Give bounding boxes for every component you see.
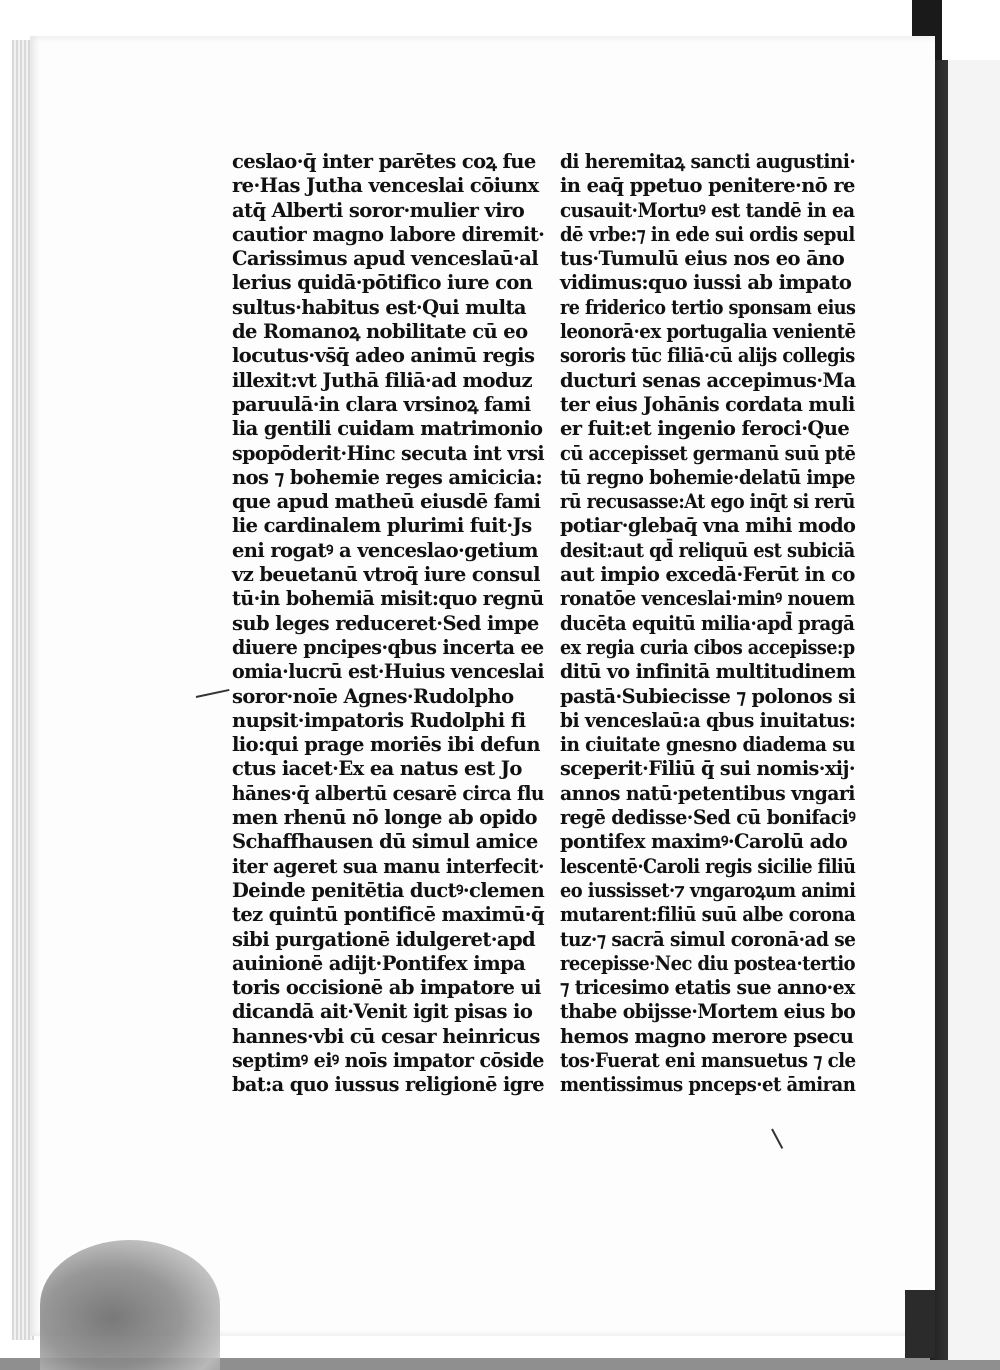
text-line: in eaq̄ ppetuo penitere·nō re xyxy=(560,174,855,198)
text-line: ctus iacet·Ex ea natus est Jo xyxy=(232,757,522,781)
reader-thumb xyxy=(40,1240,220,1370)
text-line: illexit:vt Juthā filiā·ad moduz xyxy=(232,368,533,392)
book-clasp xyxy=(905,1290,935,1358)
text-line: diuere pncipes·qbus incerta ee xyxy=(232,635,544,659)
text-line: nupsit·impatoris Rudolphi fi xyxy=(232,708,526,732)
text-line: ⁊ tricesimo etatis sue anno·ex xyxy=(560,976,855,1000)
text-line: ceslao·q̄ inter parētes coꝝ fue xyxy=(232,150,536,173)
text-line: pontifex maximꝰ·Carolū ado xyxy=(560,830,848,854)
text-line: recepisse·Nec diu postea·tertio xyxy=(560,951,856,975)
text-line: Schaffhausen dū simul amice xyxy=(232,830,538,854)
text-line: bat:a quo iussus religionē igre xyxy=(232,1073,544,1097)
text-line: auinionē adijt·Pontifex impa xyxy=(232,951,526,975)
text-line: in ciuitate gnesno diadema su xyxy=(560,733,855,757)
text-line: potiar·glebaq̄ vna mihi modo xyxy=(560,514,856,538)
text-line: cautior magno labore diremit· xyxy=(232,222,545,246)
text-line: ducēta equitū milia·apd̄ pragā xyxy=(560,611,855,635)
text-line: tus·Tumulū eius nos eo āno xyxy=(560,247,845,271)
text-line: aut impio excedā·Ferūt in co xyxy=(560,563,855,587)
text-line: soror·noīe Agnes·Rudolpho xyxy=(232,684,514,708)
text-line: tū regno bohemie·delatū impe xyxy=(560,465,855,489)
text-line: spopōderit·Hinc secuta int vrsi xyxy=(232,441,545,465)
text-line: regē dedisse·Sed cū bonifaciꝰ xyxy=(560,806,856,830)
text-line: tuz·⁊ sacrā simul coronā·ad se xyxy=(560,927,856,951)
text-line: lia gentili cuidam matrimonio xyxy=(232,417,543,441)
text-line: atq̄ Alberti soror·mulier viro xyxy=(232,198,525,222)
text-line: di heremitaꝝ sancti augustini· xyxy=(560,150,856,173)
text-line: vidimus:quo iussi ab impato xyxy=(560,271,852,295)
text-line: Deinde penitētia ductꝰ·clemen xyxy=(232,878,545,902)
text-line: desit:aut qd̄ reliquū est subiciā xyxy=(560,538,855,562)
text-line: ronatōe venceslai·minꝰ nouem xyxy=(560,587,855,611)
text-line: toris occisionē ab impatore ui xyxy=(232,976,541,1000)
text-line: bi venceslaū:a qbus inuitatus: xyxy=(560,708,856,732)
text-line: sub leges reduceret·Sed impe xyxy=(232,611,539,635)
text-line: sibi purgationē idulgeret·apd xyxy=(232,927,536,951)
text-line: sceperit·Filiū q̄ sui nomis·xij· xyxy=(560,757,855,781)
text-line: eni rogatꝰ a venceslao·getium xyxy=(232,538,538,562)
text-line: lerius quidā·pōtifico iure con xyxy=(232,271,533,295)
text-line: lio:qui prage moriēs ibi defun xyxy=(232,733,540,757)
text-line: omia·lucrū est·Huius venceslai xyxy=(232,660,544,684)
left-text-column xyxy=(232,150,544,1098)
text-line: ditū vo infinitā multitudinem xyxy=(560,660,856,684)
text-line: eo iussisset·⁊ vngaroꝝum animi xyxy=(560,878,856,902)
text-line: annos natū·petentibus vngari xyxy=(560,781,855,805)
text-line: lescentē·Caroli regis sicilie filiū xyxy=(560,854,856,878)
text-line: sororis tūc filiā·cū alijs collegis xyxy=(560,344,855,368)
text-line: leonorā·ex portugalia venientē xyxy=(560,320,856,344)
text-line: ex regia curia cibos accepisse:p xyxy=(560,635,855,659)
text-line: locutus·vs̄q̄ adeo animū regis xyxy=(232,344,535,368)
text-line: lie cardinalem plurimi fuit·Js xyxy=(232,514,532,538)
facing-page-edge xyxy=(948,60,1000,1360)
text-line: thabe obijsse·Mortem eius bo xyxy=(560,1000,856,1024)
text-line: re·Has Jutha venceslai cōiunx xyxy=(232,174,539,198)
text-line: ducturi senas accepimus·Ma xyxy=(560,368,856,392)
text-line: sultus·habitus est·Qui multa xyxy=(232,295,526,319)
text-line: tez quintū pontificē maximū·q̄ xyxy=(232,903,544,927)
text-line: mentissimus pnceps·et āmiran xyxy=(560,1073,856,1097)
text-line: mutarent:filiū suū albe corona xyxy=(560,903,856,927)
text-line: tū·in bohemiā misit:quo regnū xyxy=(232,587,544,611)
right-text-column xyxy=(560,150,855,1098)
text-line: de Romanoꝝ nobilitate cū eo xyxy=(232,320,528,344)
text-line: cū accepisset germanū suū ptē xyxy=(560,441,856,465)
text-line: hemos magno merore psecu xyxy=(560,1024,854,1048)
text-line: hānes·q̄ albertū cesarē circa flu xyxy=(232,781,544,805)
text-line: paruulā·in clara vrsinoꝝ fami xyxy=(232,392,531,416)
text-line: hannes·vbi cū cesar heinricus xyxy=(232,1024,540,1048)
text-line: dē vrbe:⁊ in ede sui ordis sepul xyxy=(560,222,855,246)
text-line: pastā·Subiecisse ⁊ polonos si xyxy=(560,684,856,708)
text-line: septimꝰ eiꝰ noīs impator cōside xyxy=(232,1048,544,1072)
text-line: re friderico tertio sponsam eius xyxy=(560,295,856,319)
text-line: dicandā ait·Venit igit pisas io xyxy=(232,1000,533,1024)
text-line: tos·Fuerat eni mansuetus ⁊ cle xyxy=(560,1048,856,1072)
text-line: vz beuetanū vtroq̄ iure consul xyxy=(232,563,540,587)
text-line: rū recusasse:At ego inq̄t si rerū xyxy=(560,490,855,514)
text-line: cusauit·Mortuꝰ est tandē in ea xyxy=(560,198,855,222)
text-line: men rhenū nō longe ab opido xyxy=(232,806,537,830)
text-line: er fuit:et ingenio feroci·Que xyxy=(560,417,850,441)
text-line: Carissimus apud venceslaū·al xyxy=(232,247,539,271)
text-line: ter eius Johānis cordata muli xyxy=(560,392,855,416)
text-line: que apud matheū eiusdē fami xyxy=(232,490,541,514)
text-line: nos ⁊ bohemie reges amicicia: xyxy=(232,465,543,489)
text-line: iter ageret sua manu interfecit· xyxy=(232,854,544,878)
